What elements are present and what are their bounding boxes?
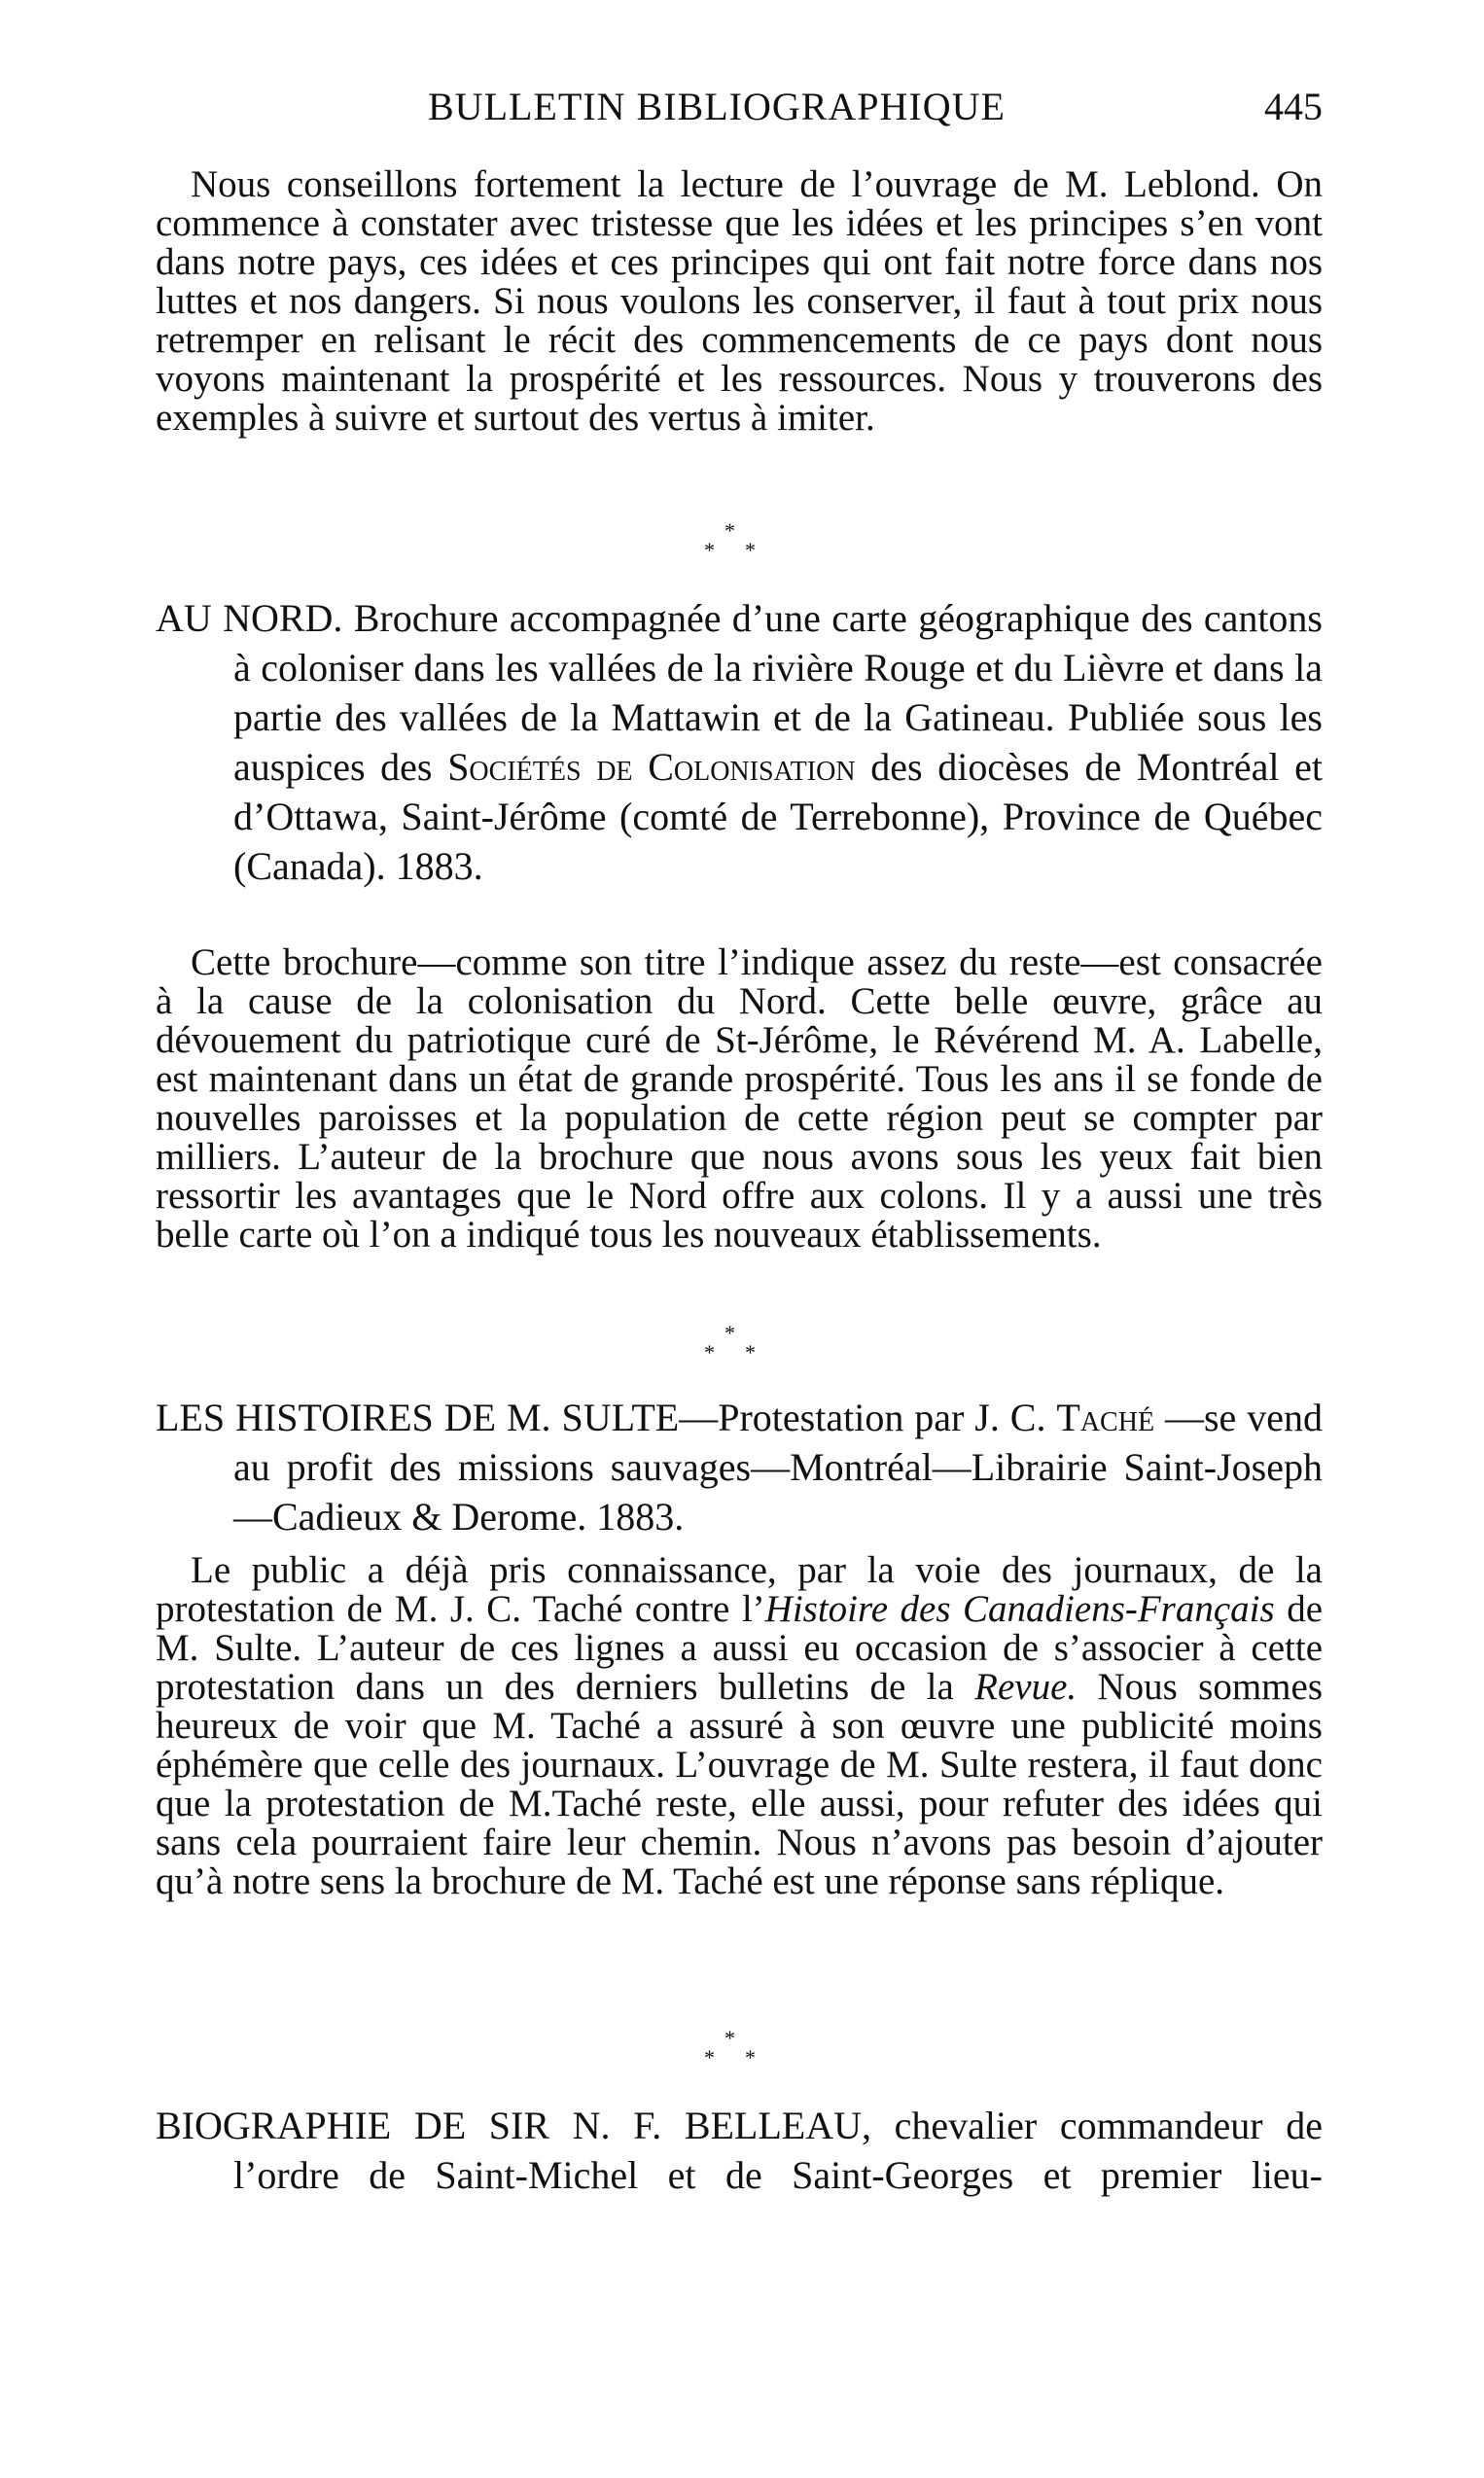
separator-star: * <box>724 518 735 543</box>
publisher-smallcaps: Sociétés de Colonisation <box>447 745 856 789</box>
entry-au-nord-review <box>156 943 1323 1255</box>
intro-paragraph <box>156 165 1323 438</box>
entry-title: LES HISTOIRES DE M. SULTE <box>156 1396 680 1439</box>
review-text: Le public a déjà pris connaissance, par la voie des journaux, de la protestation de M. J. C. Taché contre l’Histoire des Canadiens-Français de M. Sulte. L’auteur de ces lignes a aussi eu occasion de s’associer à cette protestation dans un des derniers bulletins de la Revue. Nous sommes heureux de voir que M. Taché a assuré à son œuvre une publicité moins éphémère que celle des journaux. L’ouvrage de M. Sulte restera, il faut donc que la protestation de M.Taché reste, elle aussi, pour refuter des idées qui sans cela pourraient faire leur chemin. Nous n’avons pas besoin d’ajouter qu’à notre sens la brochure de M. Taché est une réponse sans réplique. <box>156 1549 1323 1902</box>
separator-star: * <box>745 538 756 562</box>
entry-histoires-sulte <box>156 1393 1323 1541</box>
section-separator <box>700 2028 768 2086</box>
separator-star: * <box>704 538 715 562</box>
entry-title: AU NORD. <box>156 596 343 640</box>
running-title: BULLETIN BIBLIOGRAPHIQUE <box>428 85 1006 128</box>
cited-journal: Revue. <box>974 1666 1078 1708</box>
page-number: 445 <box>1264 85 1323 128</box>
separator-star: * <box>745 1340 756 1364</box>
entry-heading: LES HISTOIRES DE M. SULTE—Protestation par J. C. Taché —se vend au profit des missions sauvages—Montréal—Librairie Saint-Joseph—Cadieux & Derome. 1883. <box>156 1396 1323 1539</box>
section-separator <box>700 1323 768 1381</box>
separator-star: * <box>704 1340 715 1364</box>
entry-histoires-sulte-review <box>156 1551 1323 1901</box>
separator-star: * <box>724 2026 735 2050</box>
separator-star: * <box>704 2045 715 2070</box>
entry-title: BIOGRAPHIE DE SIR N. F. BELLEAU, <box>156 2104 872 2147</box>
separator-star: * <box>724 1321 735 1345</box>
separator-star: * <box>745 2045 756 2070</box>
section-separator <box>700 520 768 579</box>
cited-title: Histoire des Canadiens-Français <box>764 1588 1275 1630</box>
entry-au-nord <box>156 593 1323 891</box>
entry-heading: AU NORD. Brochure accompagnée d’une carte géographique des cantons à coloniser dans les vallées de la rivière Rouge et du Lièvre et dans la partie des vallées de la Mattawin et de la Gatineau. Publiée sous les auspices des Sociétés de Colonisation des diocèses de Montréal et d’Ottawa, Saint-Jérôme (comté de Terrebonne), Province de Québec (Canada). 1883. <box>156 596 1323 888</box>
entry-heading: BIOGRAPHIE DE SIR N. F. BELLEAU, chevalier commandeur de l’ordre de Saint-Michel et de Saint-Georges et premier lieu- <box>156 2104 1323 2197</box>
running-header <box>156 84 1323 132</box>
review-text: Cette brochure—comme son titre l’indique assez du reste—est consacrée à la cause de la colonisation du Nord. Cette belle œuvre, grâce au dévouement du patriotique curé de St-Jérôme, le Révérend M. A. Labelle, est maintenant dans un état de grande prospérité. Tous les ans il se fonde de nouvelles paroisses et la population de cette région peut se compter par milliers. L’auteur de la brochure que nous avons sous les yeux fait bien ressortir les avantages que le Nord offre aux colons. Il y a aussi une très belle carte où l’on a indiqué tous les nouveaux établissements. <box>156 941 1323 1256</box>
author-smallcaps: Taché <box>1056 1396 1155 1439</box>
intro-paragraph-text: Nous conseillons fortement la lecture de l’ouvrage de M. Leblond. On commence à constater avec tristesse que les idées et les principes s’en vont dans notre pays, ces idées et ces principes qui ont fait notre force dans nos luttes et nos dangers. Si nous voulons les conserver, il faut à tout prix nous retremper en relisant le récit des commencements de ce pays dont nous voyons maintenant la prospérité et les ressources. Nous y trouverons des exemples à suivre et surtout des vertus à imiter. <box>156 163 1323 439</box>
entry-biographie-belleau <box>156 2101 1323 2200</box>
